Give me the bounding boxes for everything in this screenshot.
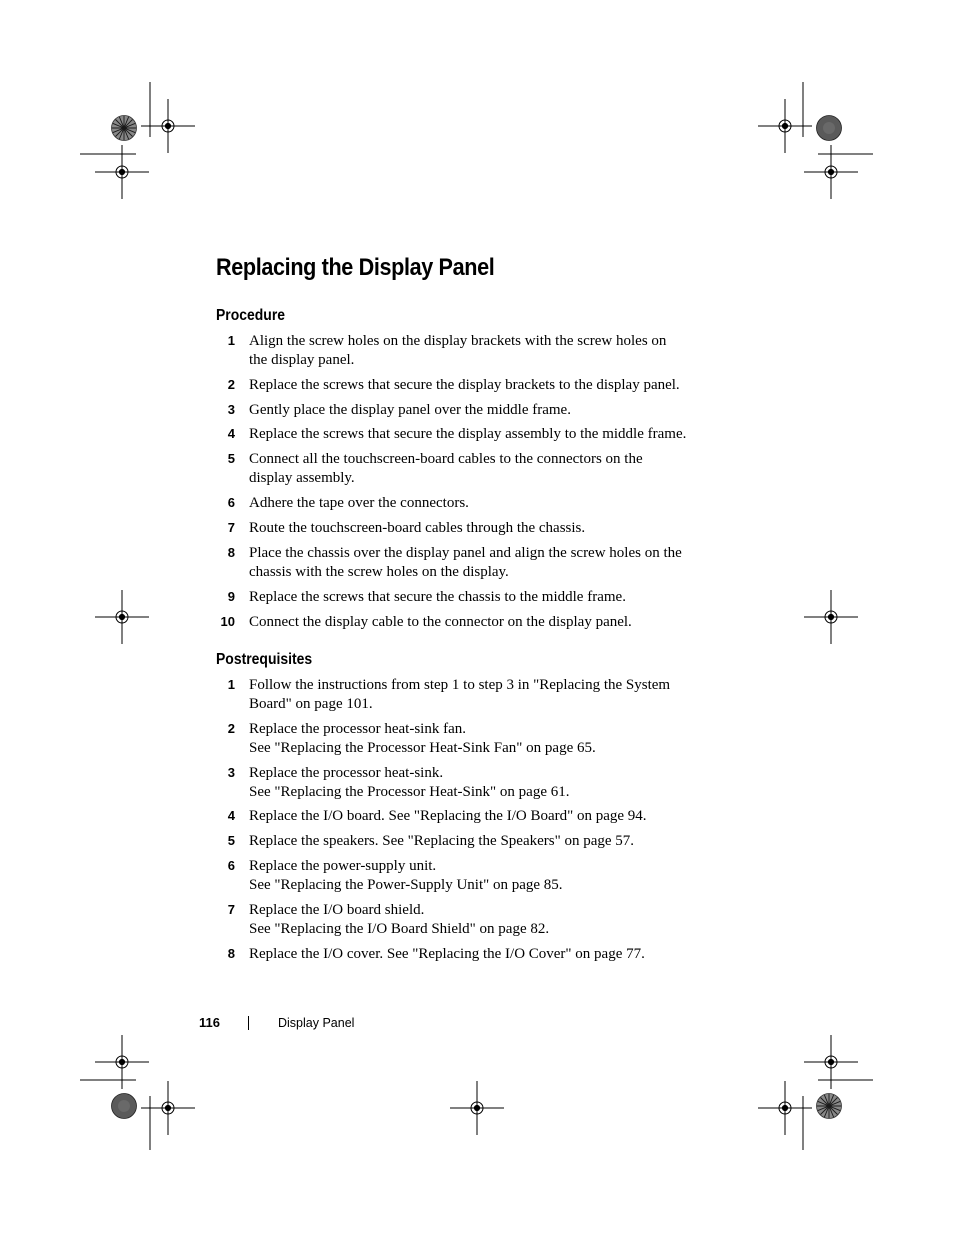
step-text: Replace the processor heat-sink. See "Replacing the Processor Heat-Sink" on page 61. [249,765,570,800]
step-number: 2 [227,721,235,736]
step-text: Replace the screws that secure the chassis to the middle frame. [249,589,626,605]
step-text: Route the touchscreen-board cables through the chassis. [249,520,586,536]
step-text: Replace the screws that secure the display assembly to the middle frame. [249,426,687,442]
step-number: 4 [227,808,235,823]
step-text: Connect all the touchscreen-board cables to the connectors on the display assembly. [249,451,643,486]
step-text: Replace the speakers. See "Replacing the Speakers" on page 57. [249,833,635,849]
step-text: Gently place the display panel over the middle frame. [249,402,571,418]
step-number: 3 [227,402,235,417]
step-number: 1 [227,677,235,692]
step-text: Replace the I/O board shield. See "Replacing the I/O Board Shield" on page 82. [249,902,550,937]
step-number: 6 [227,495,235,510]
step-text: Replace the power-supply unit. See "Replacing the Power-Supply Unit" on page 85. [249,858,563,893]
step-text: Connect the display cable to the connector on the display panel. [249,614,632,630]
step-text: Align the screw holes on the display brackets with the screw holes on the display panel. [249,333,667,368]
step-number: 1 [227,333,235,348]
step-number: 10 [220,614,235,629]
step-text: Adhere the tape over the connectors. [249,495,469,511]
footer-divider [248,1016,249,1030]
step-number: 6 [227,858,235,873]
step-text: Replace the processor heat-sink fan. See "Replacing the Processor Heat-Sink Fan" on page 65. [249,721,596,756]
step-number: 5 [227,833,235,848]
step-text: Place the chassis over the display panel and align the screw holes on the chassis with the screw holes on the display. [249,545,682,580]
step-number: 3 [227,765,235,780]
step-number: 8 [227,946,235,961]
step-number: 4 [227,426,235,441]
step-text: Replace the I/O cover. See "Replacing the I/O Cover" on page 77. [249,946,645,962]
step-text: Replace the screws that secure the display brackets to the display panel. [249,377,680,393]
step-number: 7 [227,520,235,535]
page-number: 116 [199,1015,220,1030]
step-number: 9 [227,589,235,604]
step-number: 8 [227,545,235,560]
step-number: 7 [227,902,235,917]
postrequisites-heading: Postrequisites [216,651,313,668]
step-text: Replace the I/O board. See "Replacing the I/O Board" on page 94. [249,808,647,824]
page-title: Replacing the Display Panel [216,254,495,281]
step-text: Follow the instructions from step 1 to step 3 in "Replacing the System Board" on page 101. [249,677,671,712]
step-number: 2 [227,377,235,392]
footer-section-title: Display Panel [278,1016,355,1030]
step-number: 5 [227,451,235,466]
procedure-heading: Procedure [216,307,286,324]
